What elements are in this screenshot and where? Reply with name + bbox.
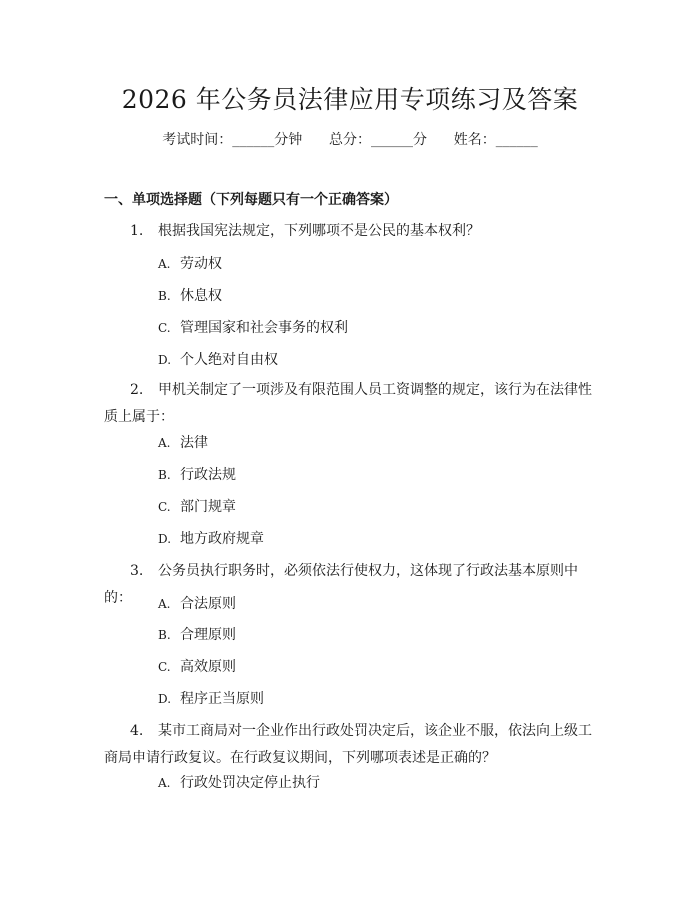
question-2-option-c xyxy=(158,497,236,517)
option-text: 劳动权 xyxy=(180,256,222,272)
option-letter: B. xyxy=(158,289,171,303)
option-letter: D. xyxy=(158,532,172,546)
option-text: 行政处罚决定停止执行 xyxy=(180,775,320,791)
question-3-option-b xyxy=(158,625,236,645)
option-text: 地方政府规章 xyxy=(180,531,264,547)
option-text: 管理国家和社会事务的权利 xyxy=(180,320,348,336)
option-text: 行政法规 xyxy=(180,467,236,483)
option-letter: D. xyxy=(158,692,172,706)
option-letter: C. xyxy=(158,321,171,335)
question-1-option-c xyxy=(158,318,348,338)
name-field: 姓名：______ xyxy=(453,132,538,148)
option-text: 合理原则 xyxy=(180,627,236,643)
question-number: 2. xyxy=(130,382,144,398)
question-text: 公务员执行职务时，必须依法行使权力，这体现了行政法基本原则中的： xyxy=(104,563,578,606)
question-text: 某市工商局对一企业作出行政处罚决定后，该企业不服，依法向上级工商局申请行政复议。在行政复议期间，下列哪项表述是正确的？ xyxy=(104,723,592,766)
question-4 xyxy=(104,718,600,772)
option-letter: C. xyxy=(158,660,171,674)
question-2 xyxy=(104,377,600,431)
document-title: 2026 年公务员法律应用专项练习及答案 xyxy=(121,85,579,114)
question-number: 3. xyxy=(130,563,144,579)
exam-meta-line xyxy=(0,130,700,150)
option-letter: C. xyxy=(158,500,171,514)
question-1 xyxy=(104,218,600,245)
question-3-option-d xyxy=(158,689,264,709)
question-2-option-d xyxy=(158,529,264,549)
total-score-field: 总分：______分 xyxy=(329,132,427,148)
question-1-option-b xyxy=(158,286,222,306)
question-3-option-a xyxy=(158,594,236,614)
option-text: 高效原则 xyxy=(180,659,236,675)
section-heading: 一、单项选择题（下列每题只有一个正确答案） xyxy=(104,192,398,208)
question-number: 4. xyxy=(130,723,144,739)
question-number: 1. xyxy=(130,223,144,239)
question-1-option-d xyxy=(158,350,278,370)
option-text: 合法原则 xyxy=(180,596,236,612)
question-3-option-c xyxy=(158,657,236,677)
option-letter: D. xyxy=(158,353,172,367)
option-letter: B. xyxy=(158,468,171,482)
exam-time-field: 考试时间：______分钟 xyxy=(162,132,303,148)
option-letter: B. xyxy=(158,628,171,642)
option-letter: A. xyxy=(158,597,171,611)
question-2-option-a xyxy=(158,433,208,453)
option-text: 程序正当原则 xyxy=(180,691,264,707)
option-text: 个人绝对自由权 xyxy=(180,352,278,368)
question-2-option-b xyxy=(158,465,236,485)
option-text: 休息权 xyxy=(180,288,222,304)
question-text: 根据我国宪法规定，下列哪项不是公民的基本权利？ xyxy=(158,223,480,239)
option-letter: A. xyxy=(158,436,171,450)
option-letter: A. xyxy=(158,257,171,271)
question-1-option-a xyxy=(158,254,222,274)
question-text: 甲机关制定了一项涉及有限范围人员工资调整的规定，该行为在法律性质上属于： xyxy=(104,382,592,425)
option-letter: A. xyxy=(158,776,171,790)
question-4-option-a xyxy=(158,773,320,793)
option-text: 部门规章 xyxy=(180,499,236,515)
option-text: 法律 xyxy=(180,435,208,451)
